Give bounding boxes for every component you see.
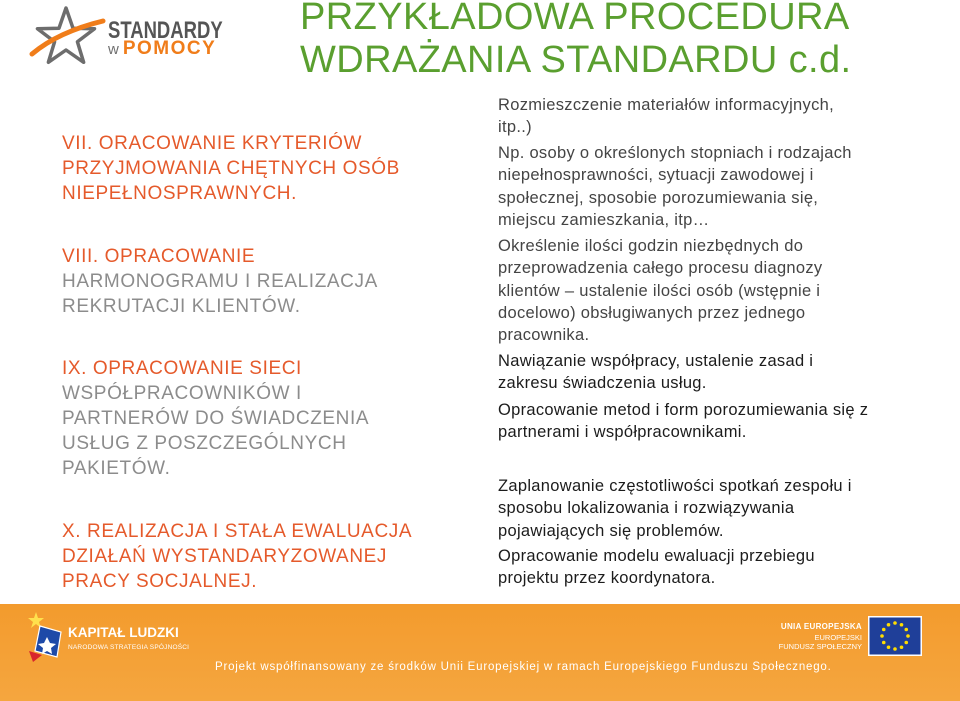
description-line: klientów – ustalenie ilości osób (wstępnie i [498, 281, 821, 300]
logo-subtext-prefix: w [108, 41, 119, 58]
eu-fund-label: EUROPEJSKI [814, 633, 862, 642]
description-line: społecznej, sposobie porozumiewania się, [498, 188, 819, 207]
description-line: Opracowanie modelu ewaluacji przebiegu [498, 547, 815, 565]
procedure-step-line: PRACY SOCJALNEJ. [62, 570, 258, 592]
description-paragraph [498, 545, 815, 590]
slide-title-line: WDRAŻANIA STANDARDU c.d. [300, 39, 852, 81]
procedure-step-line: VIII. OPRACOWANIE [62, 245, 256, 267]
procedure-step-line: VII. ORACOWANIE KRYTERIÓW [62, 133, 363, 154]
procedure-step-line: USŁUG Z POSZCZEGÓLNYCH [62, 433, 347, 454]
description-line: pracownika. [498, 326, 590, 345]
procedure-step-line: REKRUTACJI KLIENTÓW. [62, 295, 301, 317]
description-paragraph [498, 475, 852, 542]
description-paragraph [498, 350, 813, 395]
logo-text: STANDARDY [108, 17, 223, 44]
description-line: przeprowadzenia całego procesu diagnozy [498, 259, 823, 278]
footer-band [0, 604, 960, 701]
logo-subtext-accent: POMOCY [122, 38, 217, 59]
description-line: Np. osoby o określonych stopniach i rodzajach [498, 144, 852, 162]
slide-title-line: PRZYKŁADOWA PROCEDURA [300, 0, 850, 38]
description-line: Określenie ilości godzin niezbędnych do [498, 237, 804, 255]
description-line: partnerami i współpracownikami. [498, 423, 747, 442]
description-line: projektu przez koordynatora. [498, 569, 716, 588]
description-line: sposobu lokalizowania i rozwiązywania [498, 499, 795, 518]
kapital-ludzki-subtitle: NARODOWA STRATEGIA SPÓJNOŚCI [68, 644, 190, 651]
description-paragraph [498, 399, 868, 444]
description-line: itp..) [498, 118, 532, 137]
standardy-star-icon [28, 2, 106, 70]
procedure-step-vii [62, 131, 400, 206]
procedure-step-viii [62, 244, 378, 319]
procedure-step-line: PARTNERÓW DO ŚWIADCZENIA [62, 408, 370, 429]
kapital-ludzki-title: KAPITAŁ LUDZKI [68, 625, 179, 640]
description-line: miejscu zamieszkania, itp… [498, 210, 710, 229]
description-line: Zaplanowanie częstotliwości spotkań zespołu i [498, 477, 852, 495]
procedure-step-line: WSPÓŁPRACOWNIKÓW I [62, 383, 302, 404]
description-line: zakresu świadczenia usług. [498, 374, 707, 393]
procedure-step-line: PRZYJMOWANIA CHĘTNYCH OSÓB [62, 158, 400, 179]
slide-title [300, 0, 852, 82]
procedure-step-line: X. REALIZACJA I STAŁA EWALUACJA [62, 520, 413, 542]
kapital-ludzki-star-icon [27, 611, 63, 663]
procedure-step-line: NIEPEŁNOSPRAWNYCH. [62, 183, 297, 204]
procedure-step-ix [62, 356, 369, 481]
description-paragraph [498, 94, 834, 139]
description-line: Opracowanie metod i form porozumiewania się z [498, 401, 869, 419]
eu-flag-icon [868, 616, 922, 656]
logo-subtext [108, 39, 216, 59]
description-paragraph [498, 142, 852, 231]
eu-fund-label: FUNDUSZ SPOŁECZNY [778, 642, 862, 651]
description-line: docelowo) obsługiwanych przez jednego [498, 303, 806, 322]
procedure-step-line: PAKIETÓW. [62, 458, 171, 479]
description-line: pojawiających się problemów. [498, 521, 724, 540]
eu-label: UNIA EUROPEJSKA [780, 622, 862, 631]
procedure-step-line: IX. OPRACOWANIE SIECI [62, 358, 302, 379]
procedure-step-line: DZIAŁAŃ WYSTANDARYZOWANEJ [62, 545, 388, 567]
description-line: niepełnosprawności, sytuacji zawodowej i [498, 166, 814, 185]
procedure-step-x [62, 519, 412, 594]
description-line: Rozmieszczenie materiałów informacyjnych, [498, 96, 834, 114]
procedure-step-line: HARMONOGRAMU I REALIZACJA [62, 270, 378, 292]
description-line: Nawiązanie współpracy, ustalenie zasad i [498, 352, 814, 370]
cofinancing-note: Projekt współfinansowany ze środków Unii Europejskiej w ramach Europejskiego Funduszu Społecznego. [215, 661, 832, 673]
description-paragraph [498, 235, 822, 346]
